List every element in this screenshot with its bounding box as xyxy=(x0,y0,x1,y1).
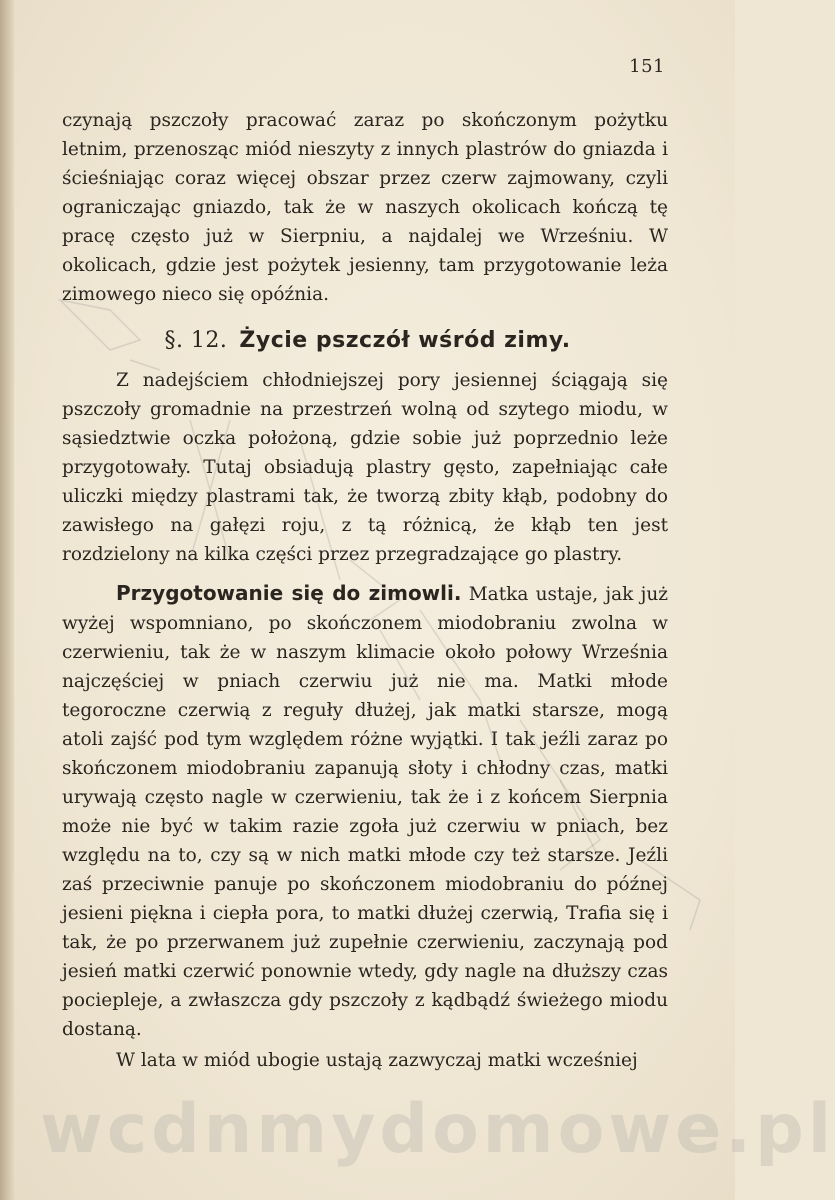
paragraph-4: W lata w miód ubogie ustają zazwyczaj matki wcześniej xyxy=(116,1050,638,1071)
section-title: Życie pszczół wśród zimy. xyxy=(239,328,571,353)
paragraph-continuation xyxy=(62,106,668,309)
body-text xyxy=(62,366,668,1075)
paragraph-2: Z nadejściem chłodniejszej pory jesiennej ściągają się pszczoły gromadnie na przestrzeń wolną od szytego miodu, w sąsiedztwie oczka położoną, gdzie sobie już poprzednio leże przygotowały. Tutaj obsiadują plastry gęsto, zapełniając całe uliczki między plastrami tak, że tworzą zbity kłąb, podobny do zawisłego na gałęzi roju, z tą różnicą, że kłąb ten jest rozdzielony na kilka części przez przegradzające go plastry. xyxy=(62,370,668,565)
page-number: 151 xyxy=(629,56,665,77)
watermark-text: wcdnmydomowe.pl xyxy=(40,1090,835,1169)
section-heading xyxy=(0,328,735,353)
paragraph-3: Matka ustaje, jak już wyżej wspomniano, po skończonem miodobraniu zwolna w czerwieniu, tak że w naszym klimacie około połowy Września najczęściej w pniach czerwiu już nie ma. Matki młode tegoroczne czerwią z reguły dłużej, jak matki starsze, mogą atoli zajść pod tym względem różne wyjątki. I tak jeźli zaraz po skończonem miodobraniu zapanują słoty i chłodny czas, matki urywają często nagle w czerwieniu, tak że i z końcem Sierpnia może nie być w takim razie zgoła już czerwiu w pniach, bez względu na to, czy są w nich matki młode czy też starsze. Jeźli zaś przeciwnie panuje po skończonem miodobraniu do późnej jesieni piękna i ciepła pora, to matki dłużej czerwią, Trafia się i tak, że po przerwanem już zupełnie czerwieniu, zaczynają pod jesień matki czerwić ponownie wtedy, gdy nagle na dłuższy czas pociepleje, a zwłaszcza gdy pszczoły z kądbądź świeżego miodu dostaną. xyxy=(62,584,668,1040)
page-binding-edge xyxy=(0,0,14,1200)
section-number: §. 12. xyxy=(164,328,228,353)
paragraph-1: czynają pszczoły pracować zaraz po skończonym pożytku letnim, przenosząc miód nieszyty z innych plastrów do gniazda i ścieśniając coraz więcej obszar przez czerw zajmowany, czyli ograniczając gniazdo, tak że w naszych okolicach kończą tę pracę często już w Sierpniu, a najdalej we Wrześniu. W okolicach, gdzie jest pożytek jesienny, tam przygotowanie leża zimowego nieco się opóźnia. xyxy=(62,110,668,305)
subsection-title: Przygotowanie się do zimowli. xyxy=(116,581,462,605)
paragraph-3-container xyxy=(62,579,668,1044)
